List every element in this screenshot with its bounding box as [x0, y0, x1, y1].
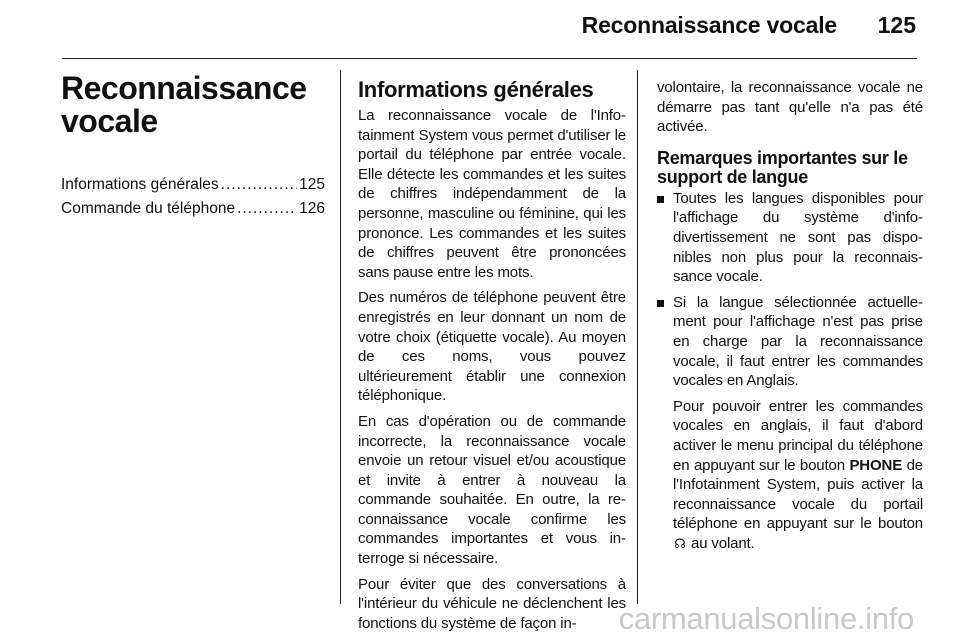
paragraph: La reconnaissance vocale de l'Infotainment System vous permet d'utiliser le portail du téléphone par entrée vocale. Elle détecte les commandes et les suites de chiffres indépendamment de la personne, masculine ou féminine, qui les prononce. Les commandes et les suites de chiffres peuvent être prononcées sans pause entre les mots.: [358, 107, 626, 281]
watermark: carmanualsonline.info: [618, 601, 914, 636]
paragraph-continuation: volontaire, la reconnaissance vocale ne démarre pas tant qu'elle n'a pas été activée.: [657, 79, 923, 136]
toc-label: Commande du téléphone: [61, 200, 236, 217]
section-heading: Informations générales: [358, 77, 594, 102]
phone-button-label: PHONE: [849, 456, 903, 474]
list-item: [657, 293, 923, 554]
header-title: Reconnaissance vocale: [581, 12, 837, 38]
general-info-section: [358, 78, 626, 639]
toc-leader: [237, 200, 297, 218]
toc-page: 126: [299, 200, 325, 217]
bullet-square-icon: [657, 300, 664, 307]
paragraph: En cas d'opération ou de commande incorrecte, la reconnaissance vocale envoie un retour visuel et/ou acoustique et invite à entrer à nouveau la commande souhaitée. En outre, la reconnaissance vocale confirme les commandes importantes et vous interroge si nécessaire.: [358, 412, 626, 568]
toc-item-general-info[interactable]: [61, 176, 325, 200]
chapter-title-line2: vocale: [61, 103, 158, 139]
toc-page: 125: [299, 176, 325, 193]
voice-command-icon: ☊: [674, 535, 686, 551]
text-run: Pour pouvoir entrer les commandes vocales en anglais, il faut d'abord activer le menu principal du téléphone en appuyant sur le bouton: [673, 397, 923, 474]
list-item: [657, 189, 923, 287]
page-number: 125: [877, 12, 916, 38]
column-divider-2: [637, 70, 638, 604]
paragraph: Des numéros de téléphone peuvent être enregistrés en leur donnant un nom de votre choix (étiquette vocale). Au moyen de ces noms, vous pouvez ultérieurement établir une connexion téléphonique.: [358, 289, 626, 405]
toc-label: Informations générales: [61, 176, 219, 193]
section-heading: Remarques importantes sur le support de langue: [657, 147, 908, 187]
chapter-title: [61, 72, 331, 138]
paragraph: Pour éviter que des conversations à l'intérieur du véhicule ne déclenchent les fonctions du système de façon in-: [358, 575, 626, 632]
column-divider-1: [340, 70, 341, 604]
bullet-list: [657, 189, 923, 554]
bullet-subparagraph: [673, 397, 923, 554]
table-of-contents: [61, 176, 325, 224]
text-run: de l'Infotainment System, puis activer la reconnaissance vocale du portail téléphone en appuyant sur le bouton: [673, 456, 923, 533]
bullet-square-icon: [657, 196, 664, 203]
header-rule: [62, 58, 917, 59]
text-run: au volant.: [687, 534, 755, 552]
chapter-title-line1: Reconnaissance: [61, 70, 307, 106]
toc-leader: [221, 176, 297, 194]
language-support-section: [657, 78, 923, 559]
bullet-text: Toutes les langues disponibles pour l'affichage du système d'infodivertissement ne sont pas disponibles non plus pour la reconnaissance vocale.: [673, 189, 923, 286]
toc-item-phone-control[interactable]: [61, 200, 325, 224]
bullet-text: Si la langue sélectionnée actuellement pour l'affichage n'est pas prise en charge par la reconnaissance vocale, il faut entrer les commandes vocales en Anglais.: [673, 293, 923, 390]
